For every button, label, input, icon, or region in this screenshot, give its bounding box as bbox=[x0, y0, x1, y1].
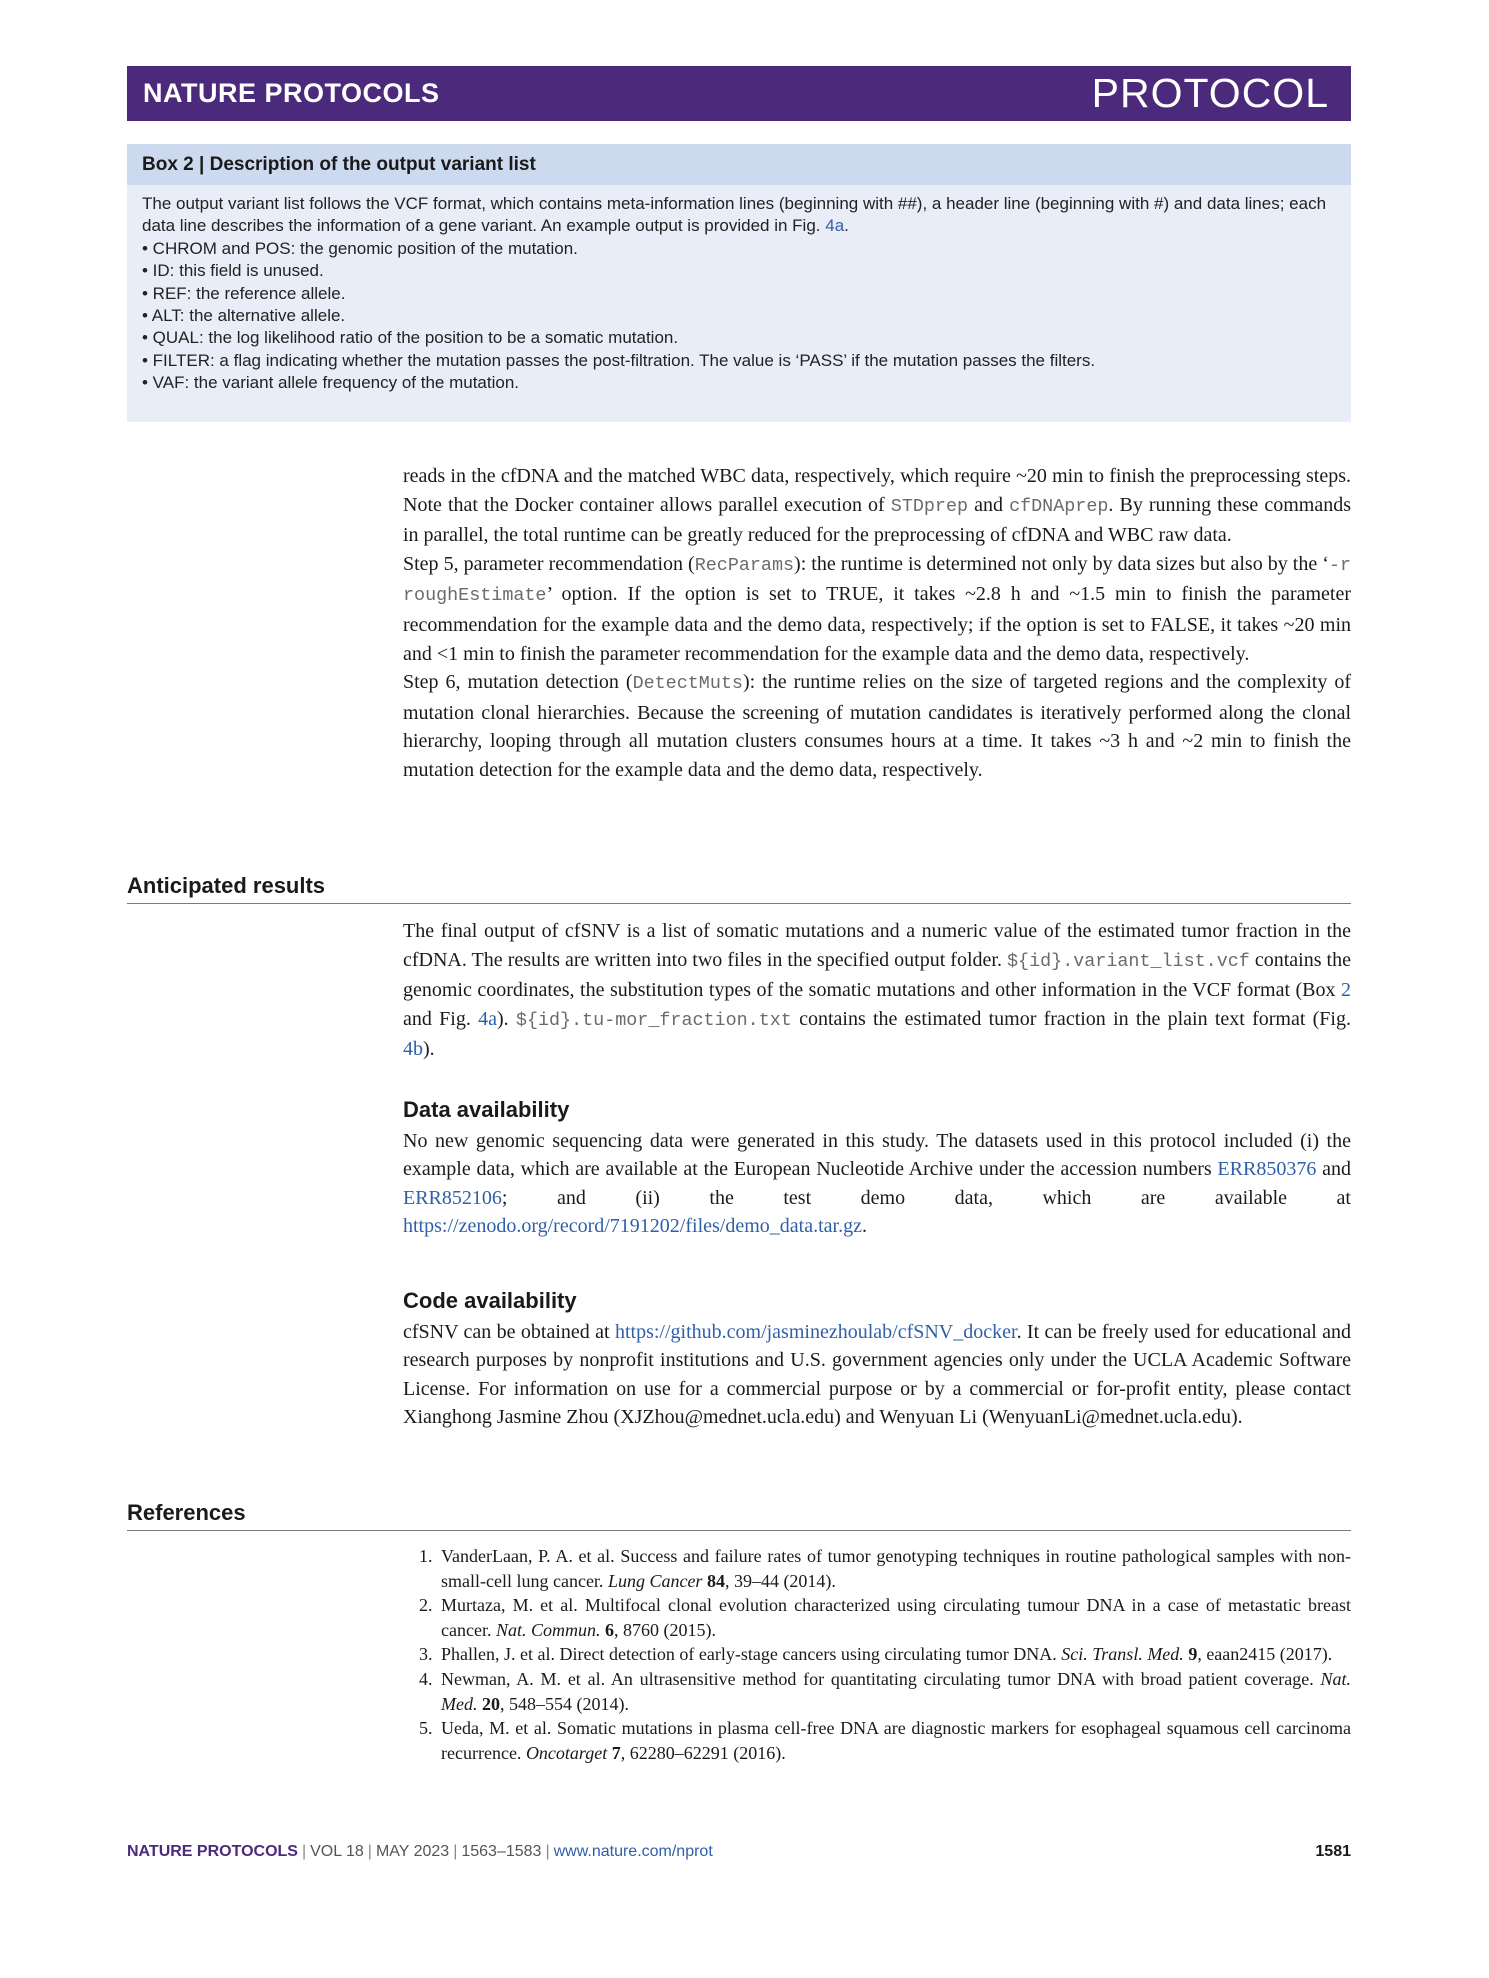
journal-name: NATURE PROTOCOLS bbox=[143, 78, 440, 108]
ref-rest: , 62280–62291 (2016). bbox=[620, 1742, 786, 1763]
references-list bbox=[403, 1544, 1351, 1765]
paragraph-step5 bbox=[403, 550, 1351, 668]
text: . By running these commands in parallel, the total runtime can be greatly reduced for the preprocessing of cfDNA and WBC raw data. bbox=[403, 493, 1351, 547]
zenodo-link[interactable]: https://zenodo.org/record/7191202/files/demo_data.tar.gz bbox=[403, 1215, 862, 1238]
reference-item bbox=[437, 1716, 1351, 1765]
ref-text: Phallen, J. et al. Direct detection of early-stage cancers using circulating tumor DNA. bbox=[441, 1644, 1062, 1665]
reference-item bbox=[437, 1544, 1351, 1593]
footer-pages: 1563–1583 bbox=[461, 1843, 542, 1860]
fig-4a-link[interactable]: 4a bbox=[478, 1007, 497, 1030]
text: ). bbox=[496, 1007, 516, 1030]
text: ’ option. If the option is set to TRUE, it takes ~2.8 h and ~1.5 min to finish the parameter recommendation for the example data and the demo data, respectively; if the option is set to FALSE, it takes ~20 min and <1 min to finish the parameter recommendation for the example data and the demo data, respectively. bbox=[403, 583, 1351, 665]
text: . It can be freely used for educational and research purposes by nonprofit institutions and U.S. government agencies only under the UCLA Academic Software License. For information on use for a commercial purpose or by a commercial or for-profit entity, please contact Xianghong Jasmine Zhou (XJZhou@mednet.ucla.edu) and Wenyuan Li (WenyuanLi@mednet.ucla.edu). bbox=[403, 1320, 1351, 1429]
footer-url-link[interactable]: www.nature.com/nprot bbox=[553, 1843, 713, 1860]
journal-header-bar bbox=[127, 66, 1351, 121]
ref-journal: Sci. Transl. Med. bbox=[1061, 1644, 1184, 1665]
anticipated-results-heading: Anticipated results bbox=[127, 873, 1351, 904]
paragraph-anticipated bbox=[403, 917, 1351, 1064]
footer-journal: NATURE PROTOCOLS bbox=[127, 1843, 298, 1860]
ref-journal: Nat. Commun. bbox=[495, 1619, 601, 1640]
box-title: Box 2 | Description of the output variant list bbox=[127, 144, 1351, 185]
box-intro-end: . bbox=[844, 216, 849, 236]
text: cfSNV can be obtained at bbox=[403, 1320, 615, 1343]
ref-text: Murtaza, M. et al. Multifocal clonal evolution characterized using circulating tumour DNA in a case of metastatic breast cancer. bbox=[441, 1595, 1351, 1640]
ref-rest: , 548–554 (2014). bbox=[499, 1693, 629, 1714]
box-bullet: • CHROM and POS: the genomic position of the mutation. bbox=[142, 238, 578, 258]
code-recparams: RecParams bbox=[694, 554, 795, 576]
ref-volume: 20 bbox=[481, 1693, 500, 1714]
box-intro-text: The output variant list follows the VCF format, which contains meta-information lines (beginning with ##), a header line (beginning with #) and data lines; each data line describes the information of a gene variant. An example output is provided in Fig. bbox=[142, 194, 1327, 236]
code-availability-section bbox=[403, 1287, 1351, 1432]
footer-citation bbox=[127, 1843, 713, 1861]
text: No new genomic sequencing data were generated in this study. The datasets used in this protocol included (i) the example data, which are available at the European Nucleotide Archive under the accession numbers bbox=[403, 1129, 1351, 1181]
paragraph-code-availability bbox=[403, 1318, 1351, 1432]
data-availability-heading: Data availability bbox=[403, 1097, 570, 1122]
separator: | bbox=[545, 1843, 550, 1860]
separator: | bbox=[367, 1843, 372, 1860]
text: and bbox=[968, 493, 1010, 516]
err850376-link[interactable]: ERR850376 bbox=[1217, 1158, 1317, 1181]
ref-text: Newman, A. M. et al. An ultrasensitive method for quantitating circulating tumor DNA with broad patient coverage. bbox=[441, 1668, 1321, 1689]
text: . bbox=[861, 1215, 867, 1238]
box-bullet: • FILTER: a flag indicating whether the mutation passes the post-filtration. The value is ‘PASS’ if the mutation passes the filters. bbox=[142, 350, 1096, 370]
err852106-link[interactable]: ERR852106 bbox=[403, 1186, 502, 1209]
ref-text: VanderLaan, P. A. et al. Success and failure rates of tumor genotyping techniques in routine pathological samples with non-small-cell lung cancer. bbox=[441, 1546, 1351, 1591]
data-availability-section bbox=[403, 1096, 1351, 1241]
ref-text: Ueda, M. et al. Somatic mutations in plasma cell-free DNA are diagnostic markers for esophageal squamous cell carcinoma recurrence. bbox=[441, 1718, 1351, 1763]
paragraph-step6 bbox=[403, 668, 1351, 784]
text: ; and (ii) the test demo data, which are available at bbox=[501, 1186, 1351, 1209]
code-availability-heading: Code availability bbox=[403, 1288, 577, 1313]
article-type: PROTOCOL bbox=[1091, 70, 1329, 116]
reference-item bbox=[437, 1593, 1351, 1642]
box-intro bbox=[142, 193, 1336, 238]
fig-4a-link[interactable]: 4a bbox=[825, 216, 845, 236]
anticipated-results-body bbox=[403, 917, 1351, 1064]
text: and Fig. bbox=[403, 1007, 479, 1030]
separator: | bbox=[301, 1843, 307, 1860]
box-bullet: • QUAL: the log likelihood ratio of the position to be a somatic mutation. bbox=[142, 328, 679, 348]
text: and bbox=[1316, 1158, 1351, 1181]
code-tumor-fraction: ${id}.tu-mor_fraction.txt bbox=[515, 1009, 792, 1031]
reference-item bbox=[437, 1642, 1351, 1667]
code-variant-list: ${id}.variant_list.vcf bbox=[1007, 950, 1250, 972]
page-number: 1581 bbox=[1315, 1843, 1351, 1860]
text: ): the runtime relies on the size of targeted regions and the complexity of mutation clonal hierarchies. Because the screening of mutation candidates is iteratively performed along the clonal hierarchy, looping through all mutation clusters consumes hours at a time. It takes ~3 h and ~2 min to finish the mutation detection for the example data and the demo data, respectively. bbox=[403, 671, 1352, 781]
code-rough-estimate: -r roughEstimate bbox=[403, 554, 1351, 607]
box-2-link[interactable]: 2 bbox=[1341, 979, 1351, 1002]
code-cfdnaprep: cfDNAprep bbox=[1009, 495, 1109, 517]
box-bullet: • REF: the reference allele. bbox=[142, 283, 346, 303]
ref-journal: Nat. Med. bbox=[441, 1668, 1351, 1714]
separator: | bbox=[453, 1843, 458, 1860]
continued-text bbox=[403, 462, 1351, 785]
box-bullet: • ID: this field is unused. bbox=[142, 261, 324, 281]
text: contains the genomic coordinates, the substitution types of the somatic mutations and other information in the VCF format (Box bbox=[403, 948, 1351, 1002]
text: ). bbox=[423, 1038, 435, 1061]
box-bullet: • VAF: the variant allele frequency of the mutation. bbox=[142, 373, 520, 393]
code-detectmuts: DetectMuts bbox=[632, 673, 743, 695]
text: reads in the cfDNA and the matched WBC data, respectively, which require ~20 min to finish the preprocessing steps. Note that the Docker container allows parallel execution of bbox=[403, 465, 1351, 516]
reference-item bbox=[437, 1667, 1351, 1716]
text: contains the estimated tumor fraction in the plain text format (Fig. bbox=[791, 1007, 1351, 1030]
box-bullet: • ALT: the alternative allele. bbox=[142, 306, 346, 326]
text: The final output of cfSNV is a list of somatic mutations and a numeric value of the estimated tumor fraction in the cfDNA. The results are written into two files in the specified output folder. bbox=[403, 920, 1351, 971]
ref-rest: , eaan2415 (2017). bbox=[1197, 1644, 1333, 1665]
ref-rest: , 39–44 (2014). bbox=[724, 1570, 836, 1591]
github-link[interactable]: https://github.com/jasminezhoulab/cfSNV_docker bbox=[614, 1320, 1017, 1343]
text: Step 5, parameter recommendation ( bbox=[403, 552, 695, 575]
ref-volume: 9 bbox=[1188, 1644, 1198, 1665]
ref-volume: 84 bbox=[706, 1570, 725, 1591]
page-footer bbox=[127, 1843, 1351, 1861]
ref-journal: Oncotarget bbox=[525, 1742, 608, 1763]
footer-date: MAY 2023 bbox=[375, 1843, 450, 1860]
box-body bbox=[127, 185, 1351, 395]
ref-rest: , 8760 (2015). bbox=[613, 1619, 716, 1640]
ref-journal: Lung Cancer bbox=[607, 1570, 703, 1591]
fig-4b-link[interactable]: 4b bbox=[403, 1038, 423, 1061]
references-heading: References bbox=[127, 1500, 1351, 1531]
text: ): the runtime is determined not only by data sizes but also by the ‘ bbox=[794, 552, 1329, 575]
ref-volume: 7 bbox=[611, 1742, 621, 1763]
paragraph-data-availability bbox=[403, 1127, 1351, 1241]
text: Step 6, mutation detection ( bbox=[403, 671, 633, 694]
paragraph-preprocessing bbox=[403, 462, 1351, 550]
ref-volume: 6 bbox=[604, 1619, 614, 1640]
box-2 bbox=[127, 144, 1351, 422]
code-stdprep: STDprep bbox=[890, 495, 969, 517]
footer-volume: VOL 18 bbox=[310, 1843, 364, 1860]
